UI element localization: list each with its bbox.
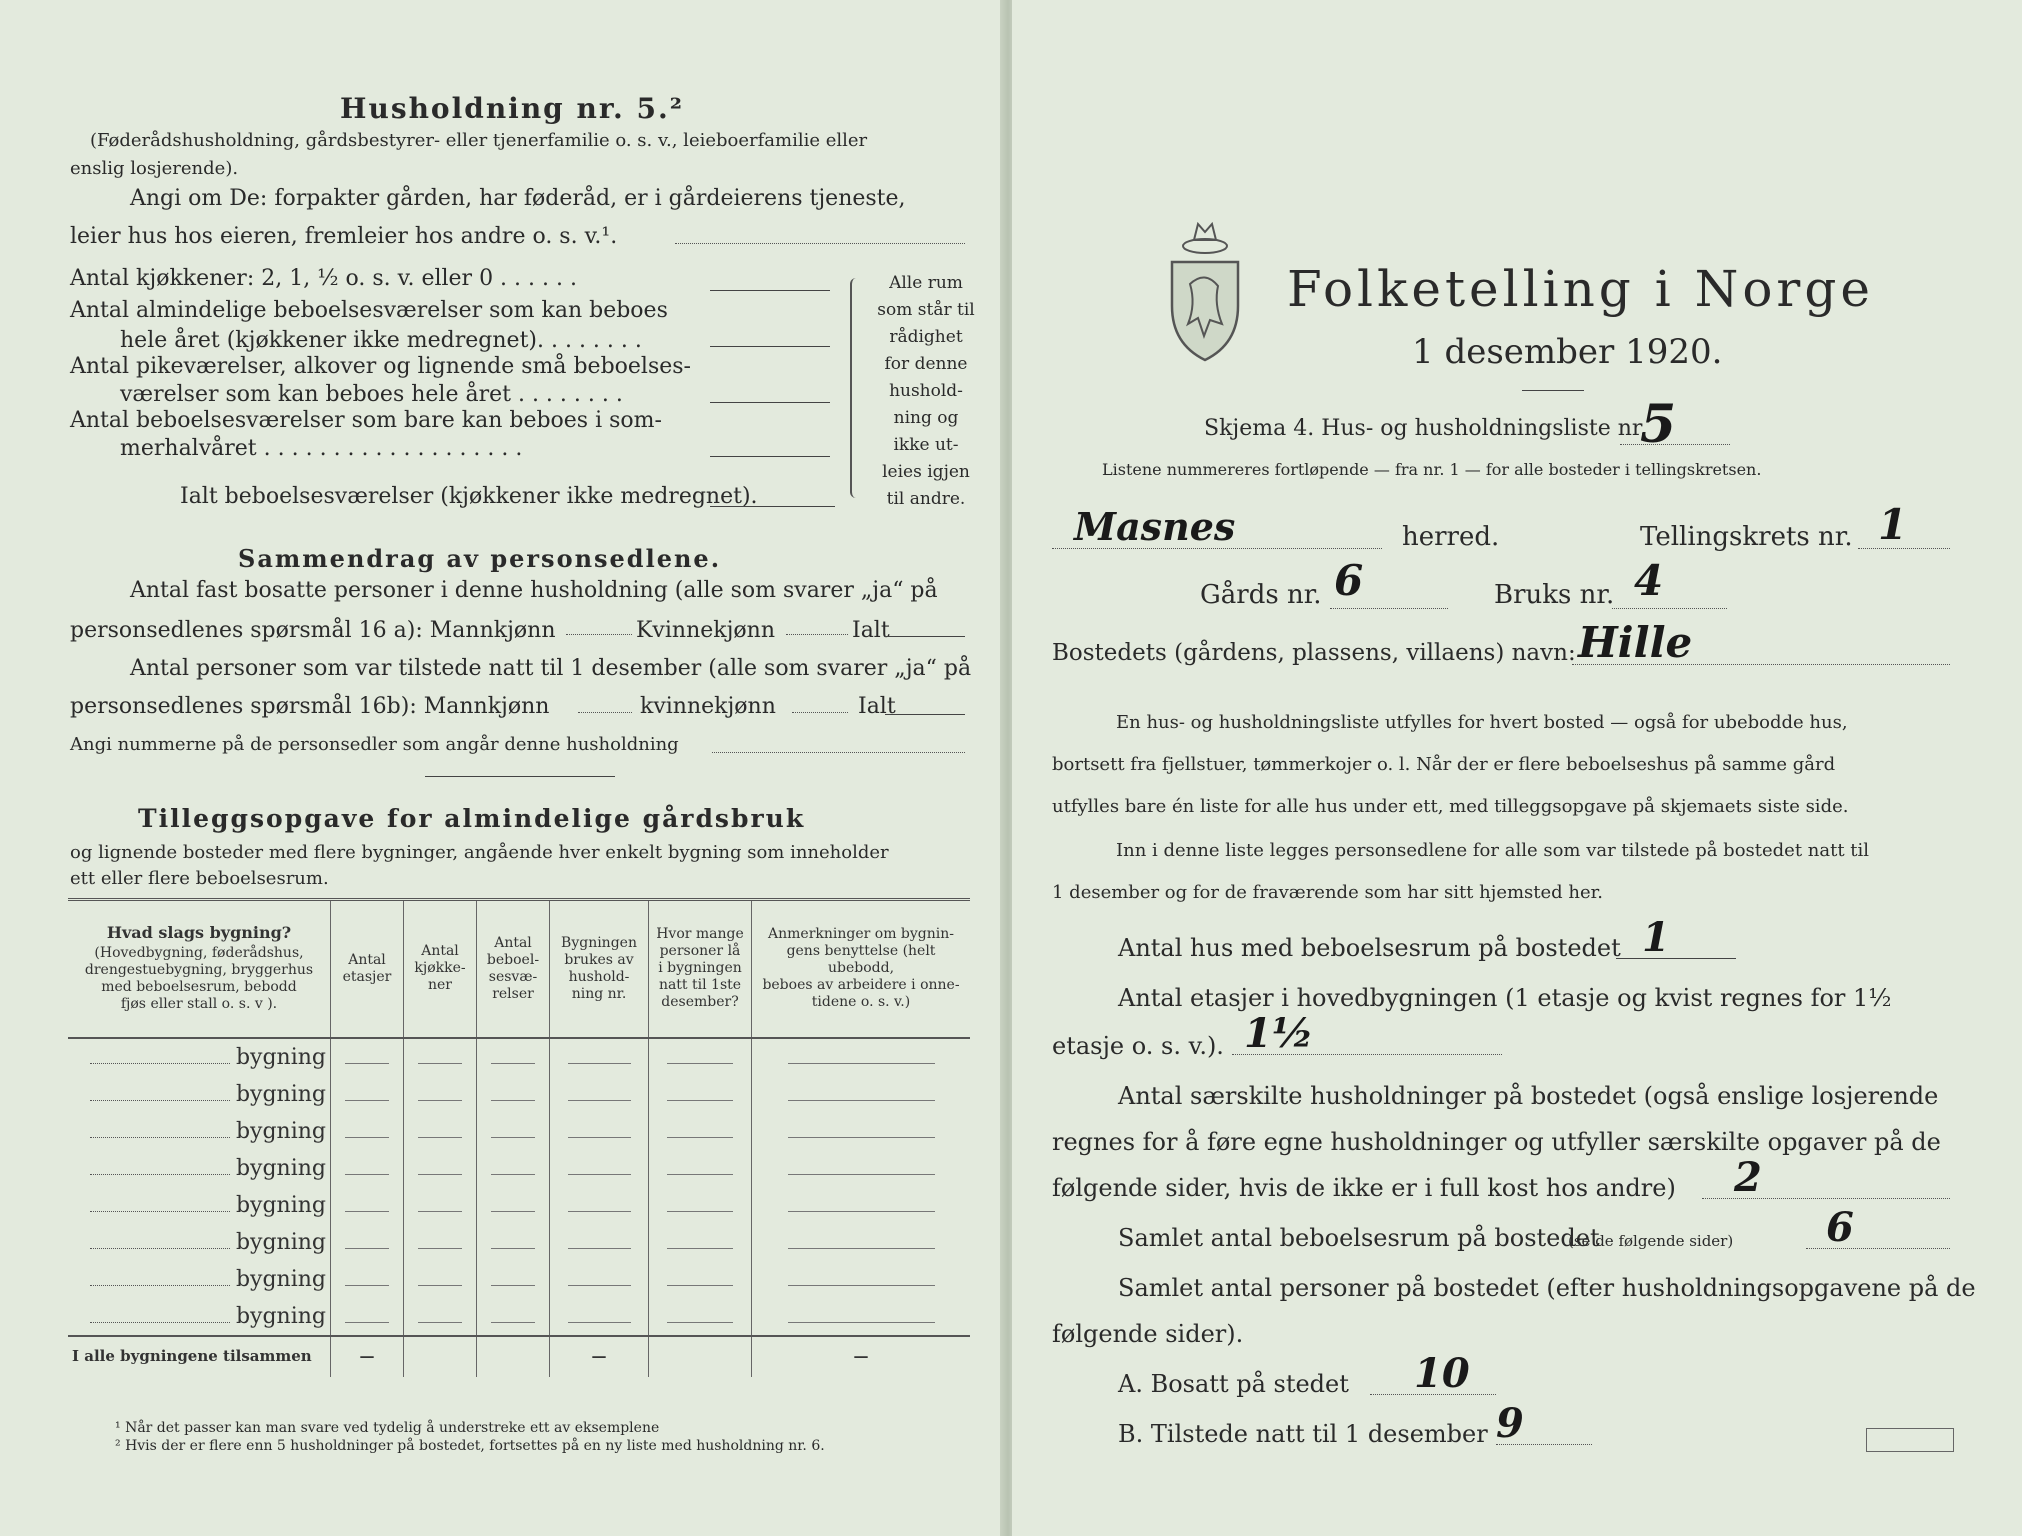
- col-floors-text: etasjer: [342, 968, 392, 985]
- table-cell[interactable]: [752, 1076, 971, 1113]
- info-line-5: 1 desember og for de fraværende som har sitt hjemsted her.: [1052, 882, 1603, 903]
- numbers-answer-line[interactable]: [712, 752, 965, 753]
- present-male-line[interactable]: [578, 712, 632, 713]
- persons-line-1: Samlet antal personer på bostedet (efter husholdningsopgavene på de: [1118, 1274, 1976, 1302]
- census-title: Folketelling i Norge: [1287, 260, 1874, 318]
- footnote-1: ¹ Når det passer kan man svare ved tydelig å understreke ett av eksemplene: [115, 1420, 660, 1436]
- houses-answer-line[interactable]: [1616, 958, 1736, 959]
- households-answer-line[interactable]: [1702, 1198, 1950, 1199]
- buildings-table-body: [68, 1038, 970, 1377]
- section-divider: [425, 776, 615, 777]
- title-divider: [1522, 390, 1584, 391]
- kitchens-answer-line[interactable]: [710, 290, 830, 291]
- col-building-type-note: med beboelsesrum, bebodd: [101, 979, 297, 996]
- col-remarks-text: Anmerkninger om bygnin-: [768, 926, 954, 943]
- table-cell[interactable]: [477, 1150, 550, 1187]
- table-cell[interactable]: [550, 1261, 649, 1298]
- floors-line-2: etasje o. s. v.).: [1052, 1032, 1224, 1060]
- kitchens-label: Antal kjøkkener: 2, 1, ½ o. s. v. eller 0 . . . . . .: [70, 266, 577, 291]
- krets-answer-line[interactable]: [1858, 548, 1950, 549]
- houses-value: 1: [1642, 914, 1670, 961]
- col-persons-text: Hvor mange: [656, 926, 744, 943]
- table-cell[interactable]: [550, 1076, 649, 1113]
- summary-title: Sammendrag av personsedlene.: [238, 544, 722, 573]
- col-rooms: [477, 900, 550, 1038]
- schema-label: Skjema 4. Hus- og husholdningsliste nr.: [1204, 416, 1647, 441]
- summary-line-4c: Ialt: [858, 694, 896, 719]
- building-row-label: bygning: [235, 1081, 326, 1107]
- floors-answer-line[interactable]: [1232, 1054, 1502, 1055]
- household-title: Husholdning nr. 5.²: [340, 92, 685, 125]
- table-row: [68, 1076, 970, 1113]
- households-line-2: regnes for å føre egne husholdninger og utfyller særskilte opgaver på de: [1052, 1128, 1941, 1156]
- intro-line-2: enslig losjerende).: [70, 158, 239, 179]
- households-value: 2: [1734, 1154, 1762, 1201]
- fixed-total-line[interactable]: [885, 636, 965, 637]
- table-cell[interactable]: [550, 1113, 649, 1150]
- census-date: 1 desember 1920.: [1412, 332, 1723, 372]
- rooms-total-value: 6: [1826, 1204, 1854, 1251]
- table-cell[interactable]: [331, 1187, 404, 1224]
- table-cell[interactable]: [477, 1113, 550, 1150]
- bruks-value: 4: [1634, 556, 1664, 605]
- present-total-line[interactable]: [885, 714, 965, 715]
- numbers-label: Angi nummerne på de personsedler som angår denne husholdning: [70, 734, 679, 755]
- rooms2-line-b: værelser som kan beboes hele året . . . . . . . .: [120, 382, 623, 407]
- col-household-nr-text: Bygningen: [561, 934, 637, 951]
- side-note-line: rådighet: [889, 327, 963, 347]
- building-row-label: bygning: [235, 1266, 326, 1292]
- right-page: [1012, 0, 2022, 1536]
- table-cell[interactable]: [649, 1038, 752, 1076]
- col-building-type-note: drengestuebygning, bryggerhus: [84, 962, 314, 979]
- table-cell[interactable]: [404, 1076, 477, 1113]
- side-note-line: ikke ut-: [893, 435, 959, 455]
- table-cell[interactable]: [649, 1224, 752, 1261]
- present-answer-line[interactable]: [1496, 1444, 1592, 1445]
- table-row: [68, 1150, 970, 1187]
- fixed-male-line[interactable]: [566, 634, 632, 635]
- table-cell[interactable]: [404, 1113, 477, 1150]
- col-rooms-text: Antal: [494, 934, 532, 951]
- table-cell[interactable]: [550, 1038, 649, 1076]
- rooms1-line-a: Antal almindelige beboelsesværelser som kan beboes: [70, 298, 668, 323]
- side-note: [866, 270, 986, 513]
- rooms1-line-b: hele året (kjøkkener ikke medregnet). . . . . . . .: [120, 328, 642, 353]
- ask-line-1: Angi om De: forpakter gården, har føderåd, er i gårdeierens tjeneste,: [130, 186, 906, 211]
- building-type-cell[interactable]: [68, 1076, 331, 1113]
- bosted-value: Hille: [1578, 618, 1693, 667]
- bruks-answer-line[interactable]: [1612, 608, 1727, 609]
- building-row-label: bygning: [235, 1155, 326, 1181]
- col-persons-text: desember?: [661, 994, 739, 1011]
- rooms3-answer-line[interactable]: [710, 456, 830, 457]
- table-cell[interactable]: [477, 1038, 550, 1076]
- bosted-label: Bostedets (gårdens, plassens, villaens) navn:: [1052, 640, 1576, 666]
- col-household-nr-text: ning nr.: [571, 985, 627, 1002]
- bosted-answer-line[interactable]: [1572, 664, 1950, 665]
- col-building-type-title: Hvad slags bygning?: [106, 923, 292, 943]
- buildings-table: [68, 898, 970, 1377]
- table-cell[interactable]: [404, 1224, 477, 1261]
- col-floors-text: Antal: [348, 951, 386, 968]
- printer-stamp: [1866, 1428, 1954, 1452]
- col-persons-text: personer lå: [659, 943, 741, 960]
- present-value: 9: [1496, 1400, 1524, 1447]
- herred-answer-line[interactable]: [1052, 548, 1382, 549]
- floors-line-1: Antal etasjer i hovedbygningen (1 etasje og kvist regnes for 1½: [1118, 984, 1892, 1012]
- col-rooms-text: sesvæ-: [488, 968, 538, 985]
- summary-line-2a: personsedlenes spørsmål 16 a): Mannkjønn: [70, 618, 556, 643]
- col-building-type-note: fjøs eller stall o. s. v ).: [120, 996, 278, 1013]
- col-rooms-text: beboel-: [486, 951, 540, 968]
- building-type-cell[interactable]: [68, 1150, 331, 1187]
- table-cell[interactable]: [649, 1298, 752, 1336]
- present-label: B. Tilstede natt til 1 desember: [1118, 1420, 1488, 1448]
- table-cell[interactable]: [331, 1113, 404, 1150]
- schema-answer-line[interactable]: [1620, 444, 1730, 445]
- info-line-2: bortsett fra fjellstuer, tømmerkojer o. l. Når der er flere beboelseshus på samme gård: [1052, 754, 1836, 775]
- col-remarks-text: tidene o. s. v.): [811, 994, 911, 1011]
- schema-value: 5: [1640, 394, 1677, 455]
- building-row-label: bygning: [235, 1303, 326, 1329]
- table-cell[interactable]: [550, 1298, 649, 1336]
- col-household-nr-text: brukes av: [564, 951, 634, 968]
- table-cell[interactable]: [477, 1261, 550, 1298]
- table-cell[interactable]: [331, 1076, 404, 1113]
- summary-line-1: Antal fast bosatte personer i denne husholdning (alle som svarer „ja“ på: [130, 578, 938, 603]
- table-row: [68, 1224, 970, 1261]
- present-female-line[interactable]: [792, 712, 848, 713]
- gards-answer-line[interactable]: [1330, 608, 1448, 609]
- table-cell[interactable]: [752, 1224, 971, 1261]
- col-persons: [649, 900, 752, 1038]
- table-cell[interactable]: [649, 1150, 752, 1187]
- col-remarks: [752, 900, 971, 1038]
- summary-line-2c: Ialt: [852, 618, 890, 643]
- table-cell[interactable]: [550, 1150, 649, 1187]
- building-type-cell[interactable]: [68, 1261, 331, 1298]
- total-rooms-answer-line[interactable]: [710, 506, 835, 507]
- side-note-line: for denne: [884, 354, 968, 374]
- extra-title: Tilleggsopgave for almindelige gårdsbruk: [138, 804, 806, 833]
- list-note: Listene nummereres fortløpende — fra nr. 1 — for alle bosteder i tellingskretsen.: [1102, 460, 1762, 479]
- total-persons[interactable]: [649, 1336, 752, 1377]
- col-remarks-text: gens benyttelse (helt ubebodd,: [786, 943, 936, 977]
- table-cell[interactable]: [331, 1298, 404, 1336]
- table-cell[interactable]: [752, 1113, 971, 1150]
- table-cell[interactable]: [477, 1224, 550, 1261]
- building-row-label: bygning: [235, 1044, 326, 1070]
- fixed-female-line[interactable]: [786, 634, 848, 635]
- side-note-line: som står til: [877, 300, 975, 320]
- gards-label: Gårds nr.: [1200, 580, 1322, 610]
- krets-label: Tellingskrets nr.: [1640, 522, 1853, 552]
- table-cell[interactable]: [404, 1038, 477, 1076]
- col-remarks-text: beboes av arbeidere i onne-: [762, 977, 960, 994]
- extra-line-2: ett eller flere beboelsesrum.: [70, 868, 329, 889]
- table-cell[interactable]: [649, 1113, 752, 1150]
- info-line-3: utfylles bare én liste for alle hus under ett, med tilleggsopgave på skjemaets siste side.: [1052, 796, 1849, 817]
- table-total-row: [68, 1336, 970, 1377]
- col-household-nr-text: hushold-: [568, 968, 630, 985]
- resident-answer-line[interactable]: [1370, 1394, 1496, 1395]
- table-cell[interactable]: [752, 1038, 971, 1076]
- info-line-1: En hus- og husholdningsliste utfylles for hvert bosted — også for ubebodde hus,: [1116, 712, 1848, 733]
- table-cell[interactable]: [331, 1224, 404, 1261]
- table-cell[interactable]: [550, 1224, 649, 1261]
- building-row-label: bygning: [235, 1192, 326, 1218]
- table-row: [68, 1298, 970, 1336]
- col-rooms-text: relser: [492, 985, 534, 1002]
- table-cell[interactable]: [404, 1261, 477, 1298]
- rooms2-answer-line[interactable]: [710, 402, 830, 403]
- footnote-2: ² Hvis der er flere enn 5 husholdninger på bostedet, fortsettes på en ny liste med husholdning nr. 6.: [115, 1438, 825, 1454]
- herred-label: herred.: [1402, 522, 1500, 552]
- building-type-cell[interactable]: [68, 1187, 331, 1224]
- total-kitchens[interactable]: [404, 1336, 477, 1377]
- ask-answer-line[interactable]: [675, 243, 965, 244]
- building-row-label: bygning: [235, 1229, 326, 1255]
- table-cell[interactable]: [752, 1261, 971, 1298]
- table-cell[interactable]: [404, 1150, 477, 1187]
- table-cell[interactable]: [331, 1261, 404, 1298]
- table-cell[interactable]: [477, 1187, 550, 1224]
- table-cell[interactable]: [752, 1298, 971, 1336]
- table-row: [68, 1261, 970, 1298]
- resident-label: A. Bosatt på stedet: [1118, 1370, 1349, 1398]
- herred-value: Masnes: [1074, 504, 1236, 549]
- total-label: I alle bygningene tilsammen: [68, 1336, 331, 1377]
- resident-value: 10: [1414, 1350, 1470, 1397]
- building-type-cell[interactable]: [68, 1224, 331, 1261]
- side-note-brace: [850, 278, 862, 498]
- rooms1-answer-line[interactable]: [710, 346, 830, 347]
- total-household: —: [550, 1336, 649, 1377]
- table-row: [68, 1187, 970, 1224]
- col-household-nr: [550, 900, 649, 1038]
- total-rooms-label: Ialt beboelsesværelser (kjøkkener ikke medregnet).: [180, 484, 758, 509]
- summary-line-4b: kvinnekjønn: [640, 694, 776, 719]
- side-note-line: Alle rum: [889, 273, 963, 293]
- building-row-label: bygning: [235, 1118, 326, 1144]
- col-kitchens-text: kjøkke-: [414, 960, 466, 977]
- summary-line-3: Antal personer som var tilstede natt til 1 desember (alle som svarer „ja“ på: [130, 656, 972, 681]
- info-line-4: Inn i denne liste legges personsedlene for alle som var tilstede på bostedet natt til: [1116, 840, 1870, 861]
- table-row: [68, 1038, 970, 1076]
- building-type-cell[interactable]: [68, 1113, 331, 1150]
- left-page: [0, 0, 1004, 1536]
- table-cell[interactable]: [752, 1187, 971, 1224]
- rooms-total-label: Samlet antal beboelsesrum på bostedet: [1118, 1224, 1600, 1252]
- table-cell[interactable]: [550, 1187, 649, 1224]
- intro-line-1: (Føderådshusholdning, gårdsbestyrer- eller tjenerfamilie o. s. v., leieboerfamilie eller: [90, 130, 868, 151]
- table-cell[interactable]: [477, 1076, 550, 1113]
- table-cell[interactable]: [404, 1187, 477, 1224]
- col-floors: [331, 900, 404, 1038]
- table-row: [68, 1113, 970, 1150]
- col-building-type-note: (Hovedbygning, føderådshus,: [94, 945, 304, 962]
- krets-value: 1: [1878, 500, 1908, 549]
- extra-line-1: og lignende bosteder med flere bygninger, angående hver enkelt bygning som inneholder: [70, 842, 889, 863]
- rooms3-line-a: Antal beboelsesværelser som bare kan beboes i som-: [70, 408, 662, 433]
- table-cell[interactable]: [649, 1076, 752, 1113]
- building-type-cell[interactable]: [68, 1038, 331, 1076]
- side-note-line: til andre.: [886, 489, 966, 509]
- summary-line-4a: personsedlenes spørsmål 16b): Mannkjønn: [70, 694, 550, 719]
- col-kitchens-text: Antal: [421, 943, 459, 960]
- households-line-1: Antal særskilte husholdninger på bostedet (også enslige losjerende: [1118, 1082, 1939, 1110]
- gards-value: 6: [1334, 556, 1364, 605]
- side-note-line: leies igjen: [882, 462, 970, 482]
- total-remarks: —: [752, 1336, 971, 1377]
- table-cell[interactable]: [752, 1150, 971, 1187]
- table-cell[interactable]: [331, 1150, 404, 1187]
- table-cell[interactable]: [404, 1298, 477, 1336]
- table-cell[interactable]: [649, 1187, 752, 1224]
- col-persons-text: i bygningen: [658, 960, 742, 977]
- table-cell[interactable]: [331, 1038, 404, 1076]
- table-cell[interactable]: [477, 1298, 550, 1336]
- col-persons-text: natt til 1ste: [658, 977, 742, 994]
- total-rooms[interactable]: [477, 1336, 550, 1377]
- col-kitchens: [404, 900, 477, 1038]
- total-floors: —: [331, 1336, 404, 1377]
- side-note-line: hushold-: [889, 381, 963, 401]
- summary-line-2b: Kvinnekjønn: [636, 618, 775, 643]
- rooms-total-note: (se de følgende sider): [1568, 1232, 1734, 1250]
- rooms3-line-b: merhalvåret . . . . . . . . . . . . . . . . . . .: [120, 436, 523, 461]
- table-cell[interactable]: [649, 1261, 752, 1298]
- rooms2-line-a: Antal pikeværelser, alkover og lignende små beboelses-: [70, 354, 691, 379]
- building-type-cell[interactable]: [68, 1298, 331, 1336]
- bruks-label: Bruks nr.: [1494, 580, 1615, 610]
- col-building-type: [68, 900, 331, 1038]
- ask-line-2: leier hus hos eieren, fremleier hos andre o. s. v.¹.: [70, 224, 618, 249]
- persons-line-2: følgende sider).: [1052, 1320, 1244, 1348]
- rooms-total-answer-line[interactable]: [1806, 1248, 1950, 1249]
- side-note-line: ning og: [893, 408, 959, 428]
- houses-label: Antal hus med beboelsesrum på bostedet: [1118, 934, 1621, 962]
- households-line-3: følgende sider, hvis de ikke er i full kost hos andre): [1052, 1174, 1676, 1202]
- coat-of-arms-icon: [1164, 214, 1246, 364]
- floors-value: 1½: [1244, 1010, 1314, 1057]
- col-kitchens-text: ner: [428, 977, 452, 994]
